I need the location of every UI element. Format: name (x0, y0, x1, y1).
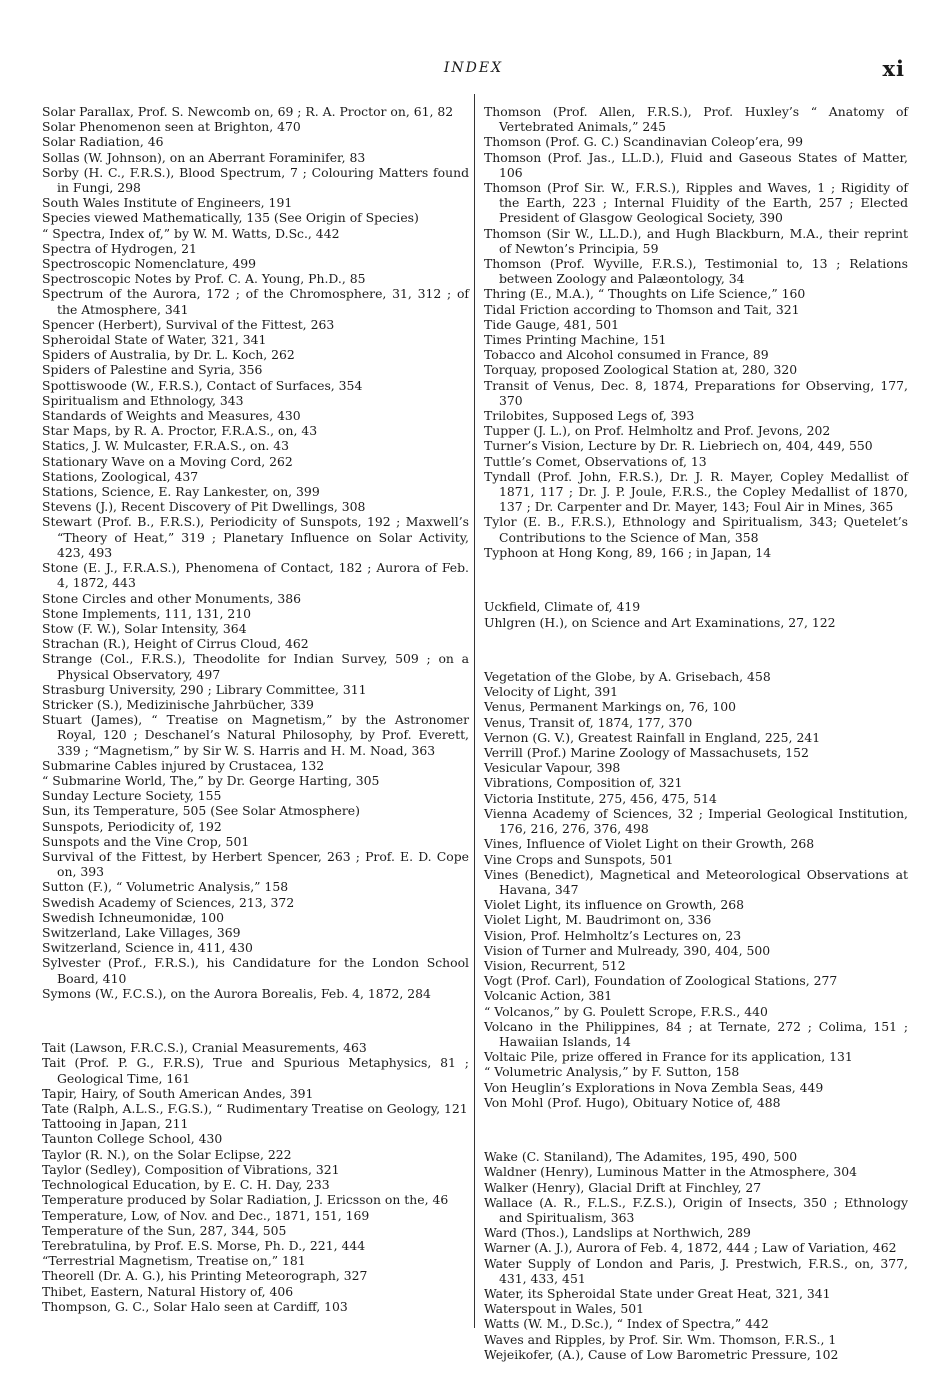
index-entry: Ward (Thos.), Landslips at Northwich, 289 (484, 1225, 751, 1241)
index-entry: Water Supply of London and Paris, J. Prestwich, F.R.S., on, 377, 431, 433, 451 (484, 1255, 908, 1286)
index-entry: Vegetation of the Globe, by A. Grisebach, 458 (484, 669, 771, 685)
index-entry: Thibet, Eastern, Natural History of, 406 (42, 1283, 294, 1299)
index-column-right (484, 104, 908, 1362)
index-entry: Terebratulina, by Prof. E.S. Morse, Ph. D., 221, 444 (42, 1237, 366, 1253)
index-entry: Thomson (Prof. Allen, F.R.S.), Prof. Huxley’s “ Anatomy of Vertebrated Animals,” 245 (484, 104, 908, 135)
index-entry: Waves and Ripples, by Prof. Sir. Wm. Thomson, F.R.S., 1 (484, 1331, 837, 1347)
index-entry: Tupper (J. L.), on Prof. Helmholtz and Prof. Jevons, 202 (484, 423, 831, 439)
running-title: INDEX (443, 60, 504, 76)
index-entry: Spottiswoode (W., F.R.S.), Contact of Surfaces, 354 (42, 377, 363, 393)
index-entry: Vogt (Prof. Carl), Foundation of Zoological Stations, 277 (484, 973, 838, 989)
index-entry: Vernon (G. V.), Greatest Rainfall in England, 225, 241 (484, 729, 821, 745)
index-entry: Vision of Turner and Mulready, 390, 404, 500 (484, 942, 771, 958)
index-entry: Solar Phenomenon seen at Brighton, 470 (42, 119, 301, 135)
index-entry: Trilobites, Supposed Legs of, 393 (484, 408, 695, 424)
index-entry: Tyndall (Prof. John, F.R.S.), Dr. J. R. Mayer, Copley Medallist of 1871, 117 ; Dr. J. P. Joule, F.R.S., the Copley Medallist of 1870, 137 ; Dr. Carpenter and Dr. Mayer, 143; Foul Air in Mines, 365 (484, 468, 908, 515)
index-entry: Standards of Weights and Measures, 430 (42, 408, 301, 424)
index-entry: Tobacco and Alcohol consumed in France, 89 (484, 347, 769, 363)
index-entry: Tait (Lawson, F.R.C.S.), Cranial Measurements, 463 (42, 1040, 367, 1056)
index-entry: Spectroscopic Notes by Prof. C. A. Young, Ph.D., 85 (42, 271, 366, 287)
index-entry: Stone Implements, 111, 131, 210 (42, 605, 252, 621)
index-entry: Thomson (Prof. Jas., LL.D.), Fluid and Gaseous States of Matter, 106 (484, 149, 908, 180)
index-entry: Venus, Permanent Markings on, 76, 100 (484, 699, 737, 715)
index-entry: Warner (A. J.), Aurora of Feb. 4, 1872, 444 ; Law of Variation, 462 (484, 1240, 897, 1256)
index-entry: Swedish Ichneumonidæ, 100 (42, 909, 224, 925)
index-entry: Swedish Academy of Sciences, 213, 372 (42, 894, 295, 910)
index-entry: Tait (Prof. P. G., F.R.S), True and Spurious Metaphysics, 81 ; Geological Time, 161 (42, 1055, 469, 1086)
index-entry: Star Maps, by R. A. Proctor, F.R.A.S., on, 43 (42, 423, 318, 439)
index-entry: Thompson, G. C., Solar Halo seen at Cardiff, 103 (42, 1298, 348, 1314)
index-entry: Victoria Institute, 275, 456, 475, 514 (484, 790, 717, 806)
index-entry: Switzerland, Lake Villages, 369 (42, 924, 241, 940)
index-entry: Vienna Academy of Sciences, 32 ; Imperial Geological Institution, 176, 216, 276, 376, 498 (484, 805, 908, 837)
index-entry: Symons (W., F.C.S.), on the Aurora Borealis, Feb. 4, 1872, 284 (42, 985, 431, 1001)
index-entry: Temperature of the Sun, 287, 344, 505 (42, 1222, 287, 1238)
index-entry: Sunspots and the Vine Crop, 501 (42, 833, 250, 849)
index-entry: Water, its Spheroidal State under Great Heat, 321, 341 (484, 1286, 831, 1302)
index-entry: Sun, its Temperature, 505 (See Solar Atmosphere) (42, 803, 360, 819)
index-entry: Strachan (R.), Height of Cirrus Cloud, 462 (42, 636, 309, 652)
index-entry: Strange (Col., F.R.S.), Theodolite for Indian Survey, 509 ; on a Physical Observatory, 497 (42, 651, 469, 682)
index-entry: “Terrestrial Magnetism, Treatise on,” 181 (42, 1253, 306, 1269)
index-entry: “ Volcanos,” by G. Poulett Scrope, F.R.S., 440 (484, 1003, 768, 1019)
index-entry: Vines, Influence of Violet Light on their Growth, 268 (484, 836, 815, 852)
index-entry: Walker (Henry), Glacial Drift at Finchley, 27 (484, 1179, 762, 1195)
index-entry: Turner’s Vision, Lecture by Dr. R. Liebriech on, 404, 449, 550 (484, 438, 873, 454)
index-entry: “ Spectra, Index of,” by W. M. Watts, D.Sc., 442 (42, 225, 340, 241)
index-entry: Statics, J. W. Mulcaster, F.R.A.S., on. 43 (42, 438, 290, 454)
index-entry: Solar Radiation, 46 (42, 134, 164, 150)
index-entry: Tide Gauge, 481, 501 (484, 316, 620, 332)
index-entry: Waldner (Henry), Luminous Matter in the Atmosphere, 304 (484, 1164, 857, 1180)
index-entry: Wake (C. Staniland), The Adamites, 195, 490, 500 (484, 1149, 798, 1165)
index-entry: Vision, Recurrent, 512 (484, 957, 626, 973)
index-entry: Spiders of Palestine and Syria, 356 (42, 362, 263, 378)
index-entry: Species viewed Mathematically, 135 (See Origin of Species) (42, 210, 419, 226)
index-entry: Spectrum of the Aurora, 172 ; of the Chromosphere, 31, 312 ; of the Atmosphere, 341 (42, 286, 469, 317)
index-entry: Strasburg University, 290 ; Library Committee, 311 (42, 681, 367, 697)
index-entry: Stuart (James), “ Treatise on Magnetism,” by the Astronomer Royal, 120 ; Deschanel’s Natural Philosophy, by Prof. Everett, 339 ; “Magnetism,” by Sir W. S. Harris and H. M. Noad, 363 (42, 712, 469, 758)
index-entry: Violet Light, M. Baudrimont on, 336 (484, 912, 712, 928)
index-entry: Temperature produced by Solar Radiation, J. Ericsson on the, 46 (42, 1192, 449, 1208)
page-header (0, 58, 947, 84)
index-entry: Spheroidal State of Water, 321, 341 (42, 332, 267, 348)
index-entry: Stone (E. J., F.R.A.S.), Phenomena of Contact, 182 ; Aurora of Feb. 4, 1872, 443 (42, 560, 469, 591)
index-entry: Solar Parallax, Prof. S. Newcomb on, 69 ; R. A. Proctor on, 61, 82 (42, 104, 454, 119)
index-entry: Temperature, Low, of Nov. and Dec., 1871, 151, 169 (42, 1207, 370, 1223)
index-entry: Sorby (H. C., F.R.S.), Blood Spectrum, 7 ; Colouring Matters found in Fungi, 298 (42, 164, 469, 196)
index-entry: South Wales Institute of Engineers, 191 (42, 195, 293, 211)
index-entry: Torquay, proposed Zoological Station at, 280, 320 (484, 362, 798, 378)
index-entry: Tapir, Hairy, of South American Andes, 391 (42, 1085, 314, 1101)
index-entry: Wejeikofer, (A.), Cause of Low Barometric Pressure, 102 (484, 1346, 839, 1362)
index-entry: Times Printing Machine, 151 (484, 332, 667, 348)
column-divider (474, 94, 475, 1328)
index-entry: Tuttle’s Comet, Observations of, 13 (484, 453, 707, 469)
index-entry: Volcano in the Philippines, 84 ; at Ternate, 272 ; Colima, 151 ; Hawaiian Islands, 14 (484, 1018, 908, 1049)
index-entry: Stow (F. W.), Solar Intensity, 364 (42, 620, 247, 636)
index-entry: Vibrations, Composition of, 321 (484, 775, 683, 791)
index-entry: Sollas (W. Johnson), on an Aberrant Foraminifer, 83 (42, 149, 366, 165)
index-entry: Spectroscopic Nomenclature, 499 (42, 256, 256, 272)
index-entry: Transit of Venus, Dec. 8, 1874, Preparations for Observing, 177, 370 (484, 377, 908, 408)
index-entry: Sylvester (Prof., F.R.S.), his Candidature for the London School Board, 410 (42, 955, 469, 986)
index-entry: Stations, Science, E. Ray Lankester, on, 399 (42, 484, 320, 500)
section-gap (484, 1122, 908, 1137)
index-entry: Thomson (Prof. G. C.) Scandinavian Coleop’era, 99 (484, 134, 804, 150)
index-entry: Sunday Lecture Society, 155 (42, 788, 222, 804)
section-gap (42, 1013, 469, 1028)
index-entry: Spencer (Herbert), Survival of the Fittest, 263 (42, 316, 335, 332)
index-entry: “ Volumetric Analysis,” by F. Sutton, 158 (484, 1064, 740, 1080)
index-entry: Survival of the Fittest, by Herbert Spencer, 263 ; Prof. E. D. Cope on, 393 (42, 848, 469, 880)
index-entry: Stevens (J.), Recent Discovery of Pit Dwellings, 308 (42, 499, 366, 515)
index-entry: Uckfield, Climate of, 419 (484, 599, 641, 615)
index-entry: Tylor (E. B., F.R.S.), Ethnology and Spiritualism, 343; Quetelet’s Contributions to the Science of Man, 358 (484, 514, 908, 545)
index-entry: Taylor (Sedley), Composition of Vibrations, 321 (42, 1161, 340, 1177)
index-entry: Taunton College School, 430 (42, 1131, 223, 1147)
index-entry: Thomson (Prof. Wyville, F.R.S.), Testimonial to, 13 ; Relations between Zoology and Palæontology, 34 (484, 256, 908, 287)
index-entry: Tate (Ralph, A.L.S., F.G.S.), “ Rudimentary Treatise on Geology, 121 (42, 1101, 468, 1117)
index-entry: Technological Education, by E. C. H. Day, 233 (42, 1177, 330, 1193)
index-entry: Voltaic Pile, prize offered in France for its application, 131 (484, 1049, 853, 1065)
index-entry: Thring (E., M.A.), “ Thoughts on Life Science,” 160 (484, 286, 806, 302)
index-entry: Vine Crops and Sunspots, 501 (484, 851, 674, 867)
index-entry: Thomson (Prof Sir. W., F.R.S.), Ripples and Waves, 1 ; Rigidity of the Earth, 223 ; Internal Fluidity of the Earth, 257 ; Elected President of Glasgow Geological Society, 390 (484, 180, 908, 226)
section-gap (484, 642, 908, 657)
index-entry: Wallace (A. R., F.L.S., F.Z.S.), Origin of Insects, 350 ; Ethnology and Spiritualism, 363 (484, 1194, 908, 1226)
index-entry: Tidal Friction according to Thomson and Tait, 321 (484, 301, 800, 317)
index-column-left (42, 104, 469, 1314)
index-entry: Vines (Benedict), Magnetical and Meteorological Observations at Havana, 347 (484, 866, 908, 897)
index-entry: Theorell (Dr. A. G.), his Printing Meteorograph, 327 (42, 1268, 368, 1284)
section-gap (484, 572, 908, 587)
index-entry: Sutton (F.), “ Volumetric Analysis,” 158 (42, 879, 289, 895)
index-entry: Volcanic Action, 381 (484, 988, 613, 1004)
index-entry: Thomson (Sir W., LL.D.), and Hugh Blackburn, M.A., their reprint of Newton’s Principia, 59 (484, 225, 908, 256)
index-entry: Uhlgren (H.), on Science and Art Examinations, 27, 122 (484, 614, 836, 630)
index-entry: Verrill (Prof.) Marine Zoology of Massachusets, 152 (484, 745, 809, 761)
index-entry: Velocity of Light, 391 (484, 684, 618, 700)
index-entry: Violet Light, its influence on Growth, 268 (484, 897, 745, 913)
index-entry: “ Submarine World, The,” by Dr. George Harting, 305 (42, 772, 380, 788)
index-entry: Stations, Zoological, 437 (42, 468, 199, 484)
index-entry: Spiritualism and Ethnology, 343 (42, 392, 244, 408)
index-entry: Von Heuglin’s Explorations in Nova Zembla Seas, 449 (484, 1079, 824, 1095)
index-entry: Stationary Wave on a Moving Cord, 262 (42, 453, 293, 469)
index-entry: Stewart (Prof. B., F.R.S.), Periodicity of Sunspots, 192 ; Maxwell’s “Theory of Heat,” 319 ; Planetary Influence on Solar Activity, 423, 493 (42, 514, 469, 560)
index-entry: Taylor (R. N.), on the Solar Eclipse, 222 (42, 1146, 292, 1162)
index-entry: Stricker (S.), Medizinische Jahrbücher, 339 (42, 696, 314, 712)
index-entry: Stone Circles and other Monuments, 386 (42, 590, 301, 606)
index-entry: Sunspots, Periodicity of, 192 (42, 818, 222, 834)
index-entry: Tattooing in Japan, 211 (42, 1116, 189, 1132)
index-entry: Von Mohl (Prof. Hugo), Obituary Notice of, 488 (484, 1094, 781, 1110)
index-entry: Spiders of Australia, by Dr. L. Koch, 262 (42, 347, 295, 363)
index-entry: Watts (W. M., D.Sc.), “ Index of Spectra,” 442 (484, 1316, 769, 1332)
index-entry: Spectra of Hydrogen, 21 (42, 240, 197, 256)
index-entry: Switzerland, Science in, 411, 430 (42, 940, 253, 956)
page-number: xi (882, 56, 905, 81)
index-entry: Vesicular Vapour, 398 (484, 760, 621, 776)
index-entry: Venus, Transit of, 1874, 177, 370 (484, 714, 693, 730)
index-entry: Waterspout in Wales, 501 (484, 1301, 645, 1317)
index-entry: Submarine Cables injured by Crustacea, 132 (42, 757, 325, 773)
index-entry: Typhoon at Hong Kong, 89, 166 ; in Japan, 14 (484, 544, 772, 560)
index-entry: Vision, Prof. Helmholtz’s Lectures on, 23 (484, 927, 742, 943)
